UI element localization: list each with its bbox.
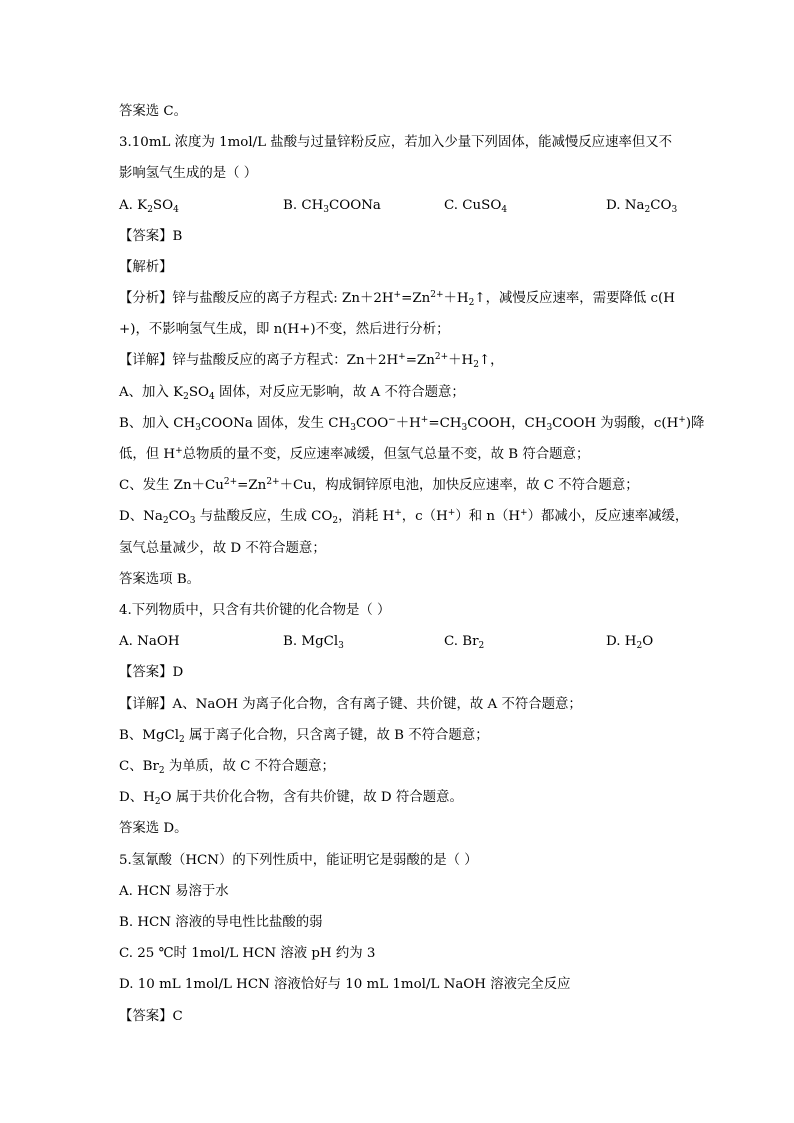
question-3-final-answer: 答案选项 B。 bbox=[119, 572, 201, 587]
answer-line-q2: 答案选 C。 bbox=[119, 104, 188, 119]
question-3-detail-c: C、发生 $Zn+Cu^{2+}=Zn^{2+}+Cu$，构成铜锌原电池，加快反应速率，故 C 不符合题意； bbox=[119, 477, 639, 493]
question-3-stem-line-2: 影响氢气生成的是（ ） bbox=[119, 166, 258, 181]
question-4-option-d: D. $H_2O$ bbox=[606, 634, 654, 651]
question-3-answer: 【答案】B bbox=[119, 229, 183, 244]
question-5-stem: 5.氢氰酸（HCN）的下列性质中，能证明它是弱酸的是（ ） bbox=[119, 853, 478, 868]
question-3-option-b: B. $CH_3COONa$ bbox=[283, 198, 381, 215]
question-3-option-d: D. $Na_2CO_3$ bbox=[606, 198, 678, 215]
question-5-option-a: A. HCN 易溶于水 bbox=[119, 884, 229, 899]
question-3-detail-a: A、加入 $K_2SO_4$ 固体，对反应无影响，故 A 不符合题意； bbox=[119, 385, 465, 402]
question-5-answer: 【答案】C bbox=[119, 1009, 183, 1024]
question-4-detail-d: D、$H_2O$ 属于共价化合物，含有共价键，故 D 符合题意。 bbox=[119, 790, 463, 807]
question-3-option-a: A. $K_2SO_4$ bbox=[119, 198, 179, 215]
question-4-stem: 4.下列物质中，只含有共价键的化合物是（ ） bbox=[119, 603, 391, 618]
question-4-final-answer: 答案选 D。 bbox=[119, 821, 188, 836]
question-3-analysis-line-1: 【分析】锌与盐酸反应的离子方程式: $Zn+2H^+=Zn^{2+}+H_2↑$，减慢反应速率，需要降低 c(H bbox=[119, 290, 675, 308]
question-4-option-a: A. NaOH bbox=[119, 634, 180, 649]
question-4-option-b: B. MgCl$_3$ bbox=[283, 634, 344, 651]
question-5-option-d: D. 10 mL 1mol/L HCN 溶液恰好与 10 mL 1mol/L NaOH 溶液完全反应 bbox=[119, 977, 571, 992]
question-3-detail-b-line-2: 低，但 H+总物质的量不变，反应速率减缓，但氢气总量不变，故 B 符合题意； bbox=[119, 446, 590, 462]
question-4-option-c: C. $Br_2$ bbox=[444, 634, 485, 651]
question-3-option-c: C. CuSO$_4$ bbox=[444, 198, 508, 215]
question-3-analysis-line-2: +)，不影响氢气生成，即 n(H+)不变，然后进行分析； bbox=[119, 322, 450, 337]
question-4-detail-c: C、$Br_2$ 为单质，故 C 不符合题意； bbox=[119, 759, 335, 776]
question-3-stem-line-1: 3.10mL 浓度为 1mol/L 盐酸与过量锌粉反应，若加入少量下列固体，能减慢反应速率但又不 bbox=[119, 135, 673, 150]
question-3-explanation-heading: 【解析】 bbox=[119, 260, 173, 275]
question-4-detail-b: B、MgCl$_2$ 属于离子化合物，只含离子键，故 B 不符合题意； bbox=[119, 728, 489, 745]
question-3-detail-d-line-2: 氢气总量减少，故 D 不符合题意； bbox=[119, 541, 326, 556]
question-4-detail-a: 【详解】A、NaOH 为离子化合物，含有离子键、共价键，故 A 不符合题意； bbox=[119, 697, 582, 712]
question-3-detail-b-line-1: B、加入 $CH_3COONa$ 固体，发生 $CH_3COO^-+H^+=CH_3COOH$，$CH_3COOH$ 为弱酸，c(H+)降 bbox=[119, 415, 705, 433]
question-5-option-c: C. 25 ℃时 1mol/L HCN 溶液 pH 约为 3 bbox=[119, 946, 376, 961]
question-5-option-b: B. HCN 溶液的导电性比盐酸的弱 bbox=[119, 915, 323, 930]
question-4-answer: 【答案】D bbox=[119, 665, 184, 680]
question-3-detail-intro: 【详解】锌与盐酸反应的离子方程式：$Zn+2H^+=Zn^{2+}+H_2↑$， bbox=[119, 352, 504, 370]
question-3-detail-d-line-1: D、$Na_2CO_3$ 与盐酸反应，生成 $CO_2$，消耗 H+，c（H+）和 n（H+）都减小，反应速率减缓， bbox=[119, 508, 689, 526]
